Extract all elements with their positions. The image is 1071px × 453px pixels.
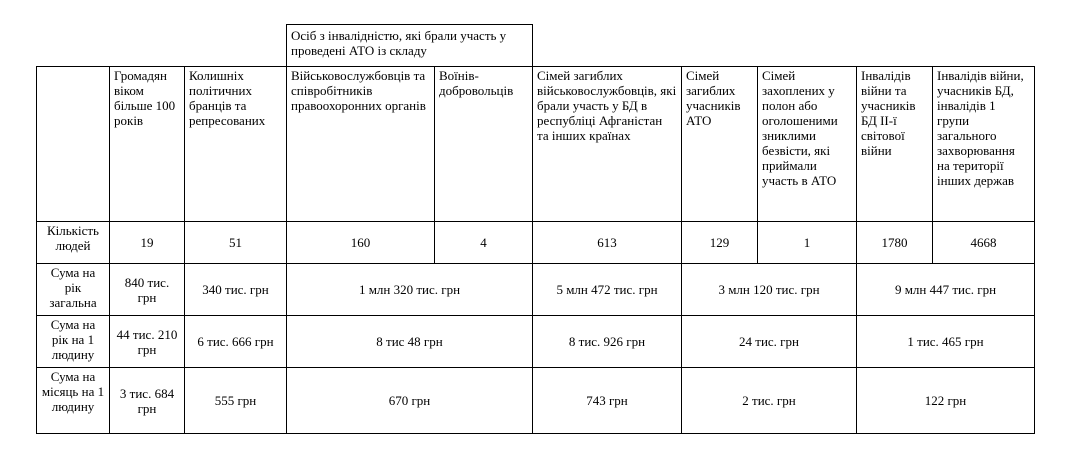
- amount-cell: 3 тис. 684 грн: [110, 368, 185, 434]
- ato-group-header: Осіб з інвалідністю, які брали участь у проведені АТО із складу: [287, 25, 533, 67]
- column-header: Громадян віком більше 100 років: [110, 67, 185, 222]
- amount-cell: 2 тис. грн: [682, 368, 857, 434]
- count-cell: 19: [110, 222, 185, 264]
- amount-cell: 9 млн 447 тис. грн: [857, 264, 1035, 316]
- empty-cell: [758, 25, 857, 67]
- count-cell: 4668: [933, 222, 1035, 264]
- column-header: Сімей загиблих військовослужбовців, які брали участь у БД в республіці Афганістан та інших країнах: [533, 67, 682, 222]
- count-cell: 1780: [857, 222, 933, 264]
- amount-cell: 340 тис. грн: [185, 264, 287, 316]
- amount-cell: 3 млн 120 тис. грн: [682, 264, 857, 316]
- count-cell: 51: [185, 222, 287, 264]
- year-total-row: [37, 264, 1035, 316]
- count-cell: 613: [533, 222, 682, 264]
- amount-cell: 1 тис. 465 грн: [857, 316, 1035, 368]
- amount-cell: 670 грн: [287, 368, 533, 434]
- amount-cell: 122 грн: [857, 368, 1035, 434]
- column-header-row: [37, 67, 1035, 222]
- row-label: Сума на рік на 1 людину: [37, 316, 110, 368]
- column-header: Військовослужбовців та співробітників правоохоронних органів: [287, 67, 435, 222]
- empty-cell: [682, 25, 758, 67]
- empty-cell: [185, 25, 287, 67]
- empty-cell: [110, 25, 185, 67]
- row-label: Сума на рік загальна: [37, 264, 110, 316]
- corner-cell: [37, 67, 110, 222]
- amount-cell: 44 тис. 210 грн: [110, 316, 185, 368]
- empty-cell: [857, 25, 933, 67]
- amount-cell: 8 тис. 926 грн: [533, 316, 682, 368]
- count-cell: 1: [758, 222, 857, 264]
- amount-cell: 5 млн 472 тис. грн: [533, 264, 682, 316]
- count-cell: 129: [682, 222, 758, 264]
- amount-cell: 8 тис 48 грн: [287, 316, 533, 368]
- amount-cell: 6 тис. 666 грн: [185, 316, 287, 368]
- count-cell: 4: [435, 222, 533, 264]
- count-row: [37, 222, 1035, 264]
- row-label: Сума на місяць на 1 людину: [37, 368, 110, 434]
- year-per-person-row: [37, 316, 1035, 368]
- empty-cell: [533, 25, 682, 67]
- column-header: Воїнів-добровольців: [435, 67, 533, 222]
- amount-cell: 1 млн 320 тис. грн: [287, 264, 533, 316]
- amount-cell: 24 тис. грн: [682, 316, 857, 368]
- column-header: Інвалідів війни, учасників БД, інвалідів 1 групи загального захворювання на території інших держав: [933, 67, 1035, 222]
- empty-cell: [933, 25, 1035, 67]
- amount-cell: 555 грн: [185, 368, 287, 434]
- empty-cell: [37, 25, 110, 67]
- count-cell: 160: [287, 222, 435, 264]
- column-header: Інвалідів війни та учасників БД ІІ-ї світової війни: [857, 67, 933, 222]
- column-header: Сімей захоплених у полон або оголошеними зниклими безвісти, які приймали участь в АТО: [758, 67, 857, 222]
- benefits-table: [36, 24, 1035, 434]
- row-label: Кількість людей: [37, 222, 110, 264]
- column-header: Колишніх політичних бранців та репресованих: [185, 67, 287, 222]
- amount-cell: 743 грн: [533, 368, 682, 434]
- month-per-person-row: [37, 368, 1035, 434]
- group-header-row: [37, 25, 1035, 67]
- column-header: Сімей загиблих учасників АТО: [682, 67, 758, 222]
- amount-cell: 840 тис. грн: [110, 264, 185, 316]
